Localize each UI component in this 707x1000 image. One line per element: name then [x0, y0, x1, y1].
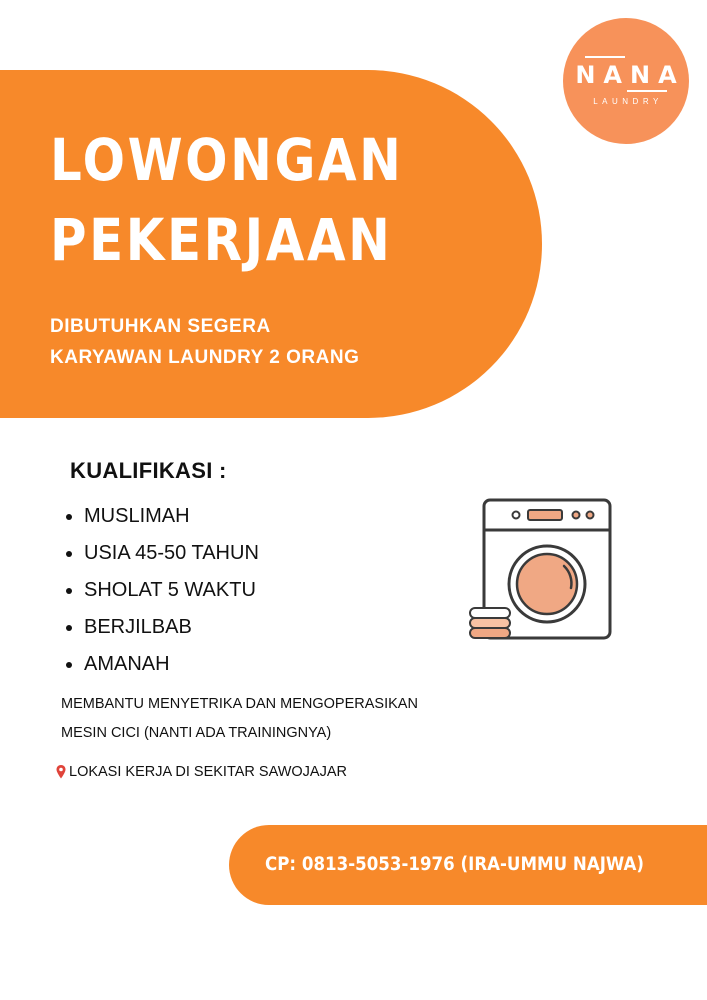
hero-subtitle-line: DIBUTUHKAN SEGERA — [50, 316, 271, 337]
qualifications-list — [64, 498, 259, 683]
contact-banner — [229, 825, 707, 905]
hero-subtitle — [50, 311, 359, 373]
hero-title-line: PEKERJAAN — [50, 206, 393, 274]
logo-bar-bottom — [627, 90, 667, 92]
logo-name: NANA — [575, 61, 685, 89]
hero-subtitle-line: KARYAWAN LAUNDRY 2 ORANG — [50, 347, 360, 368]
work-location — [55, 764, 347, 780]
description-line: MESIN CICI (NANTI ADA TRAININGNYA) — [61, 725, 332, 741]
job-description — [61, 690, 418, 748]
hero-title-line: LOWONGAN — [50, 126, 404, 194]
description-line: MEMBANTU MENYETRIKA DAN MENGOPERASIKAN — [61, 696, 418, 712]
contact-text: CP: 0813-5053-1976 (IRA-UMMU NAJWA) — [265, 854, 645, 875]
qualifications-heading: KUALIFIKASI : — [70, 458, 227, 483]
logo-bar-top — [585, 56, 625, 58]
washing-machine-icon — [464, 496, 614, 646]
list-item: AMANAH — [64, 646, 259, 683]
list-item: MUSLIMAH — [64, 498, 259, 535]
nana-laundry-logo — [563, 18, 689, 144]
location-text: LOKASI KERJA DI SEKITAR SAWOJAJAR — [69, 764, 347, 780]
list-item: USIA 45-50 TAHUN — [64, 535, 259, 572]
map-pin-icon — [55, 764, 67, 780]
list-item: SHOLAT 5 WAKTU — [64, 572, 259, 609]
list-item: BERJILBAB — [64, 609, 259, 646]
hero-title — [50, 120, 404, 280]
logo-tagline: LAUNDRY — [593, 97, 663, 106]
